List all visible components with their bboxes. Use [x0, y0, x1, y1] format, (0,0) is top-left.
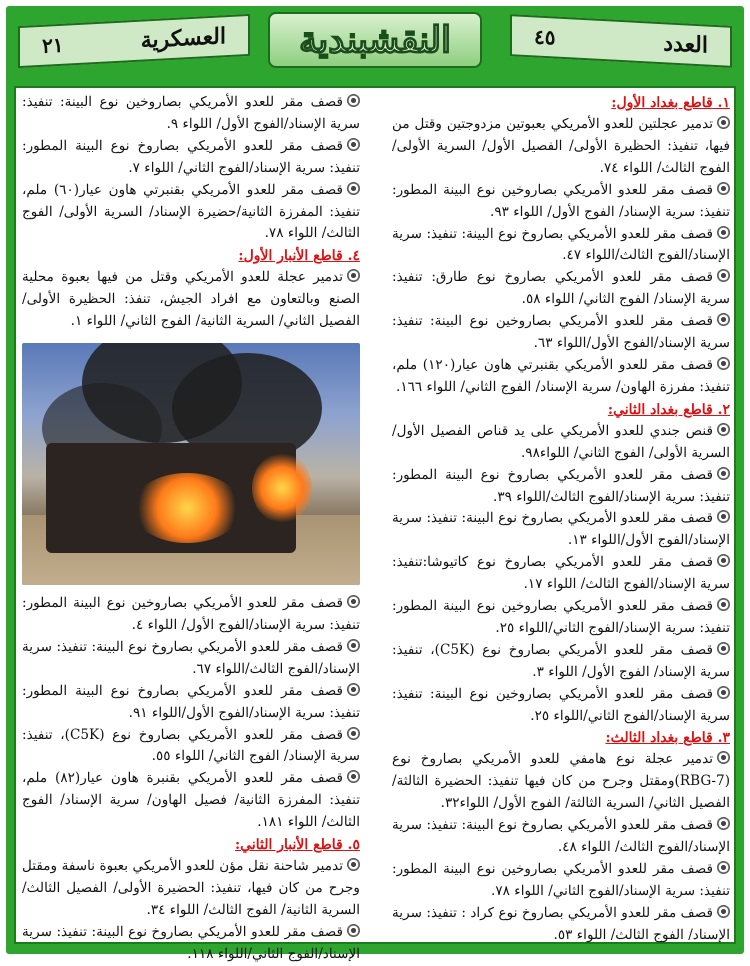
- report-text: قصف مقر للعدو الأمريكي بصاروخين نوع البينة: تنفيذ: سرية الإسناد/الفوج الثاني/اللواء ٢٥.: [392, 685, 730, 724]
- report-text: قصف مقر للعدو الأمريكي بصاروخ نوع البينة المطور: تنفيذ: سرية الإسناد/الفوج الثالث/اللواء ٣٩.: [392, 466, 730, 505]
- sector-heading: ٤. قاطع الأنبار الأول:: [238, 248, 360, 265]
- bullet-icon: [347, 770, 360, 783]
- report-item: [22, 92, 360, 136]
- sector-heading: ١. قاطع بغداد الأول:: [611, 95, 730, 111]
- report-text: قصف مقر للعدو الأمريكي بقنبرة هاون عيار(٨٢) ملم، تنفيذ: المفرزة الثانية/ فصيل الهاون/ سرية الإسناد/ الفوج الثالث/ اللواء ١٨١.: [22, 770, 360, 831]
- bullet-icon: [717, 817, 730, 830]
- right-column: [392, 92, 730, 947]
- left-column-bottom: [22, 593, 360, 966]
- report-text: قصف مقر للعدو الأمريكي بصاروخ نوع البينة: تنفيذ: سرية الإسناد/الفوج الثاني/اللواء ١١٨.: [22, 923, 360, 962]
- report-text: قصف مقر للعدو الأمريكي بصاروخين نوع البينة المطور: تنفيذ: سرية الإسناد/ الفوج الأول/ اللواء ٩٣.: [392, 181, 730, 220]
- report-item: [22, 725, 360, 769]
- bullet-icon: [717, 226, 730, 239]
- report-item: [392, 355, 730, 399]
- bullet-icon: [717, 116, 730, 129]
- report-item: [22, 856, 360, 922]
- report-text: قصف مقر للعدو الأمريكي بصاروخ نوع البينة المطور: تنفيذ: سرية الإسناد/الفوج الأول/اللواء ٩١.: [22, 682, 360, 721]
- report-item: [392, 640, 730, 684]
- section-title: العسكرية: [140, 23, 226, 54]
- report-item: [22, 136, 360, 180]
- report-item: [392, 421, 730, 465]
- bullet-icon: [717, 905, 730, 918]
- report-item: [392, 815, 730, 859]
- report-text: تدمير عجلتين للعدو الأمريكي بعبوتين مزدوجتين وقتل من فيها، تنفيذ: الحظيرة الأولى/ الفصيل الأول/ السرية الأولى/ الفوج الثالث/ اللواء ٧٤.: [392, 116, 730, 176]
- bullet-icon: [717, 554, 730, 567]
- report-item: [392, 684, 730, 728]
- bullet-icon: [347, 182, 360, 195]
- report-item: [22, 922, 360, 966]
- report-item: [392, 224, 730, 268]
- report-text: قصف مقر للعدو الأمريكي بصاروخ نوع كاتيوشا:تنفيذ: سرية الإسناد/الفوج الثالث/ اللواء ١٧.: [392, 554, 730, 593]
- bullet-icon: [717, 642, 730, 655]
- report-text: قصف مقر للعدو الأمريكي بقنبرتي هاون عيار(٦٠) ملم، تنفيذ: المفرزة الثانية/حضيرة الإسناد/ السرية الأولى/ الفوج الثالث/ اللواء ٧٨.: [22, 181, 360, 242]
- report-item: [22, 637, 360, 681]
- bullet-icon: [347, 639, 360, 652]
- report-text: قصف مقر للعدو الأمريكي بصاروخ نوع البينة: تنفيذ: سرية الإسناد/الفوج الثالث/اللواء ٦٧.: [22, 638, 360, 677]
- bullet-icon: [717, 269, 730, 282]
- bullet-icon: [717, 423, 730, 436]
- issue-label: العدد: [663, 30, 708, 59]
- bullet-icon: [717, 182, 730, 195]
- masthead-logo: [268, 12, 482, 68]
- report-text: تدمير شاحنة نقل مؤن للعدو الأمريكي بعبوة ناسفة ومقتل وجرح من كان فيها، تنفيذ: الحضيرة الأولى/ الفصيل الثالث/ السرية الثانية/ الفوج الثالث/ اللواء ٣٤.: [22, 858, 360, 918]
- report-item: [392, 749, 730, 815]
- report-text: قصف مقر للعدو الأمريكي بصاروخين نوع البينة: تنفيذ: سرية الإسناد/الفوج الأول/ اللواء ٩.: [22, 94, 360, 132]
- bullet-icon: [717, 751, 730, 764]
- bullet-icon: [347, 683, 360, 696]
- bullet-icon: [717, 510, 730, 523]
- sector-heading: ٥. قاطع الأنبار الثاني:: [235, 837, 360, 854]
- report-text: قصف مقر للعدو الأمريكي بصاروخ نوع (C5K)، تنفيذ: سرية الإسناد/ الفوج الأول/ اللواء ٣.: [392, 641, 730, 680]
- bullet-icon: [717, 313, 730, 326]
- report-item: [392, 465, 730, 509]
- bullet-icon: [347, 727, 360, 740]
- report-text: قصف مقر للعدو الأمريكي بصاروخ نوع (C5K)، تنفيذ: سرية الإسناد/ الفوج الثاني/ اللواء ٥٥.: [22, 726, 360, 765]
- bullet-icon: [347, 269, 360, 282]
- bullet-icon: [347, 858, 360, 871]
- report-item: [22, 593, 360, 637]
- report-text: قصف مقر للعدو الأمريكي بصاروخ نوع البينة: تنفيذ: سرية الإسناد/الفوج الأول/اللواء ١٣.: [392, 510, 730, 549]
- sector-heading: ٣. قاطع بغداد الثالث:: [605, 730, 730, 747]
- report-item: [22, 267, 360, 333]
- report-text: قصف مقر للعدو الأمريكي بصاروخ نوع البينة: تنفيذ: سرية الإسناد/الفوج الثالث/اللواء ٤٧.: [392, 225, 730, 264]
- report-text: قصف مقر للعدو الأمريكي بصاروخ نوع كراد : تنفيذ: سرية الإسناد/ الفوج الثالث/ اللواء ٥٣.: [392, 904, 730, 943]
- bullet-icon: [717, 686, 730, 699]
- report-text: تدمير عجلة للعدو الأمريكي وقتل من فيها بعبوة محلية الصنع وبالتعاون مع افراد الجيش، تنفذ: الحظيرة الأولى/ الفصيل الثاني/ السرية الثانية/ الفوج الثاني/ اللواء ١.: [22, 269, 360, 330]
- report-item: [392, 596, 730, 640]
- report-text: قصف مقر للعدو الأمريكي بصاروخ نوع البينة المطور: تنفيذ: سرية الإسناد/الفوج الثاني/ اللواء ٧.: [22, 137, 360, 176]
- bullet-icon: [717, 357, 730, 370]
- bullet-icon: [347, 94, 360, 107]
- report-item: [22, 768, 360, 834]
- report-item: [392, 180, 730, 224]
- bullet-icon: [717, 861, 730, 874]
- report-text: قصف مقر للعدو الأمريكي بصاروخ نوع البينة: تنفيذ: سرية الإسناد/الفوج الثالث/ اللواء ٤٨.: [392, 817, 730, 856]
- bullet-icon: [347, 138, 360, 151]
- sector-heading: ٢. قاطع بغداد الثاني:: [607, 401, 730, 418]
- issue-number: ٤٥: [534, 24, 556, 50]
- burning-vehicle-photo: [22, 343, 360, 585]
- report-text: قصف مقر للعدو الأمريكي بصاروخين نوع البينة المطور: تنفيذ: سرية الإسناد/الفوج الثاني/اللواء ٢٥.: [392, 598, 730, 636]
- report-item: [22, 681, 360, 725]
- report-item: [392, 859, 730, 903]
- masthead-title: النقشبندية: [298, 19, 452, 61]
- left-column: [22, 92, 360, 966]
- report-item: [392, 552, 730, 596]
- report-item: [392, 267, 730, 311]
- bullet-icon: [717, 598, 730, 611]
- report-text: قصف مقر للعدو الأمريكي بصاروخين نوع البينة: تنفيذ: سرية الإسناد/الفوج الأول/اللواء ٦٣.: [392, 313, 730, 352]
- report-text: قصف مقر للعدو الأمريكي بصاروخين نوع البينة المطور: تنفيذ: سرية الإسناد/الفوج الثاني/ اللواء ٧٨.: [392, 861, 730, 899]
- report-text: قصف مقر للعدو الأمريكي بصاروخ نوع طارق: تنفيذ: سرية الإسناد/ الفوج الثاني/ اللواء ٥٨.: [392, 269, 730, 308]
- report-text: قصف مقر للعدو الأمريكي بقنبرتي هاون عيار(١٢٠) ملم، تنفيذ: مفرزة الهاون/ سرية الإسناد/ الفوج الثاني/ اللواء ١٦٦.: [392, 356, 730, 395]
- report-item: [392, 114, 730, 180]
- report-item: [392, 903, 730, 947]
- bullet-icon: [347, 595, 360, 608]
- report-item: [392, 311, 730, 355]
- report-text: قنص جندي للعدو الأمريكي على يد قناص الفصيل الأول/ السرية الأولى/ الفوج الثاني/ اللواء٩٨.: [392, 422, 730, 461]
- bullet-icon: [347, 924, 360, 937]
- report-text: تدمير عجلة نوع هامفي للعدو الأمريكي بصاروخ نوع (RBG-7)ومقتل وجرح من كان فيها تنفيذ: الحضيرة الثالثة/الفصيل الثاني/ السرية الثالثة/ الفوج الأول/ اللواء٣٢.: [392, 751, 730, 812]
- report-item: [392, 508, 730, 552]
- report-item: [22, 180, 360, 246]
- bullet-icon: [717, 467, 730, 480]
- left-column-top: [22, 92, 360, 333]
- report-text: قصف مقر للعدو الأمريكي بصاروخين نوع البينة المطور: تنفيذ: سرية الإسناد/الفوج الأول/ اللواء ٤.: [22, 595, 360, 633]
- page-number: ٢١: [42, 32, 64, 58]
